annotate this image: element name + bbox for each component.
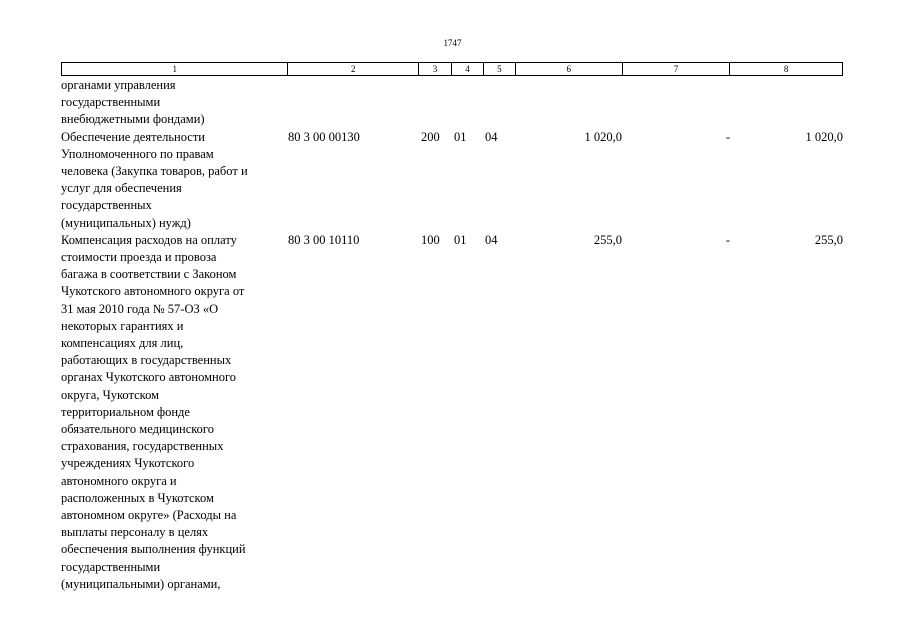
- row-name-line: автономном округе» (Расходы на: [61, 508, 237, 523]
- header-col-4: 4: [452, 63, 484, 75]
- row-amount-col8: 255,0: [814, 232, 843, 247]
- header-col-1: 1: [62, 63, 288, 75]
- row-name-line: стоимости проезда и провоза: [61, 250, 217, 264]
- row-name-line: органами управления: [61, 78, 176, 92]
- row-name-line: учреждениях Чукотского: [61, 456, 195, 471]
- header-col-7: 7: [623, 63, 731, 75]
- row-name-line: выплаты персоналу в целях: [61, 525, 209, 540]
- page-number: 1747: [443, 38, 462, 48]
- row-name-line: (муниципальных) нужд): [61, 215, 191, 230]
- row-name-line: Чукотского автономного округа от: [61, 284, 245, 299]
- row-name-line: Компенсация расходов на оплату: [61, 232, 237, 247]
- row-name-line: страхования, государственных: [61, 439, 224, 454]
- row-name-line: человека (Закупка товаров, работ и: [61, 164, 248, 178]
- row-name-line: компенсациях для лиц,: [61, 336, 184, 351]
- row-section: 01: [454, 129, 467, 144]
- header-col-6: 6: [516, 63, 623, 75]
- row-amount-col7: -: [725, 232, 730, 247]
- row-name-line: услуг для обеспечения: [61, 181, 182, 196]
- row-expense-type: 200: [421, 129, 440, 144]
- row-subsection: 04: [485, 232, 498, 247]
- row-amount-col7: -: [725, 129, 730, 144]
- row-name-line: Обеспечение деятельности: [61, 129, 206, 144]
- row-name-line: округа, Чукотском: [61, 387, 160, 402]
- header-col-2: 2: [288, 63, 419, 75]
- header-col-8: 8: [783, 64, 789, 74]
- row-name: [61, 232, 289, 593]
- row-name-line: некоторых гарантиях и: [61, 318, 184, 333]
- row-amount-col6: 255,0: [593, 232, 622, 247]
- row-target-code: 80 3 00 10110: [288, 232, 360, 247]
- header-col-3: 3: [419, 63, 452, 75]
- row-amount-col8: 1 020,0: [805, 129, 843, 144]
- row-name-line: обеспечения выполнения функций: [61, 542, 246, 557]
- row-name-line: (муниципальными) органами,: [61, 576, 221, 591]
- row-name-line: территориальном фонде: [61, 404, 190, 419]
- row-name-line: 31 мая 2010 года № 57-ОЗ «О: [61, 301, 219, 316]
- row-name-line: обязательного медицинского: [61, 422, 215, 437]
- row-name-line: государственными: [61, 95, 161, 110]
- table-header-row: [61, 62, 843, 76]
- header-col-5: 5: [484, 63, 516, 75]
- row-name-line: багажа в соответствии с Законом: [61, 267, 237, 282]
- row-name: [61, 129, 289, 232]
- row-name-line: органах Чукотского автономного: [61, 370, 237, 385]
- row-name-line: автономного округа и: [61, 473, 177, 488]
- row-amount-col6: 1 020,0: [584, 129, 622, 144]
- row-expense-type: 100: [421, 232, 440, 247]
- row-target-code: 80 3 00 00130: [288, 129, 360, 144]
- row-name-line: Уполномоченного по правам: [61, 146, 214, 161]
- row-section: 01: [454, 232, 467, 247]
- row-name-line: работающих в государственных: [61, 353, 232, 368]
- row-subsection: 04: [485, 129, 498, 144]
- row-name-line: государственных: [61, 198, 152, 213]
- row-name-line: государственными: [61, 559, 161, 574]
- row-name: [61, 77, 289, 129]
- row-name-line: расположенных в Чукотском: [61, 490, 214, 505]
- row-name-line: внебюджетными фондами): [61, 112, 205, 127]
